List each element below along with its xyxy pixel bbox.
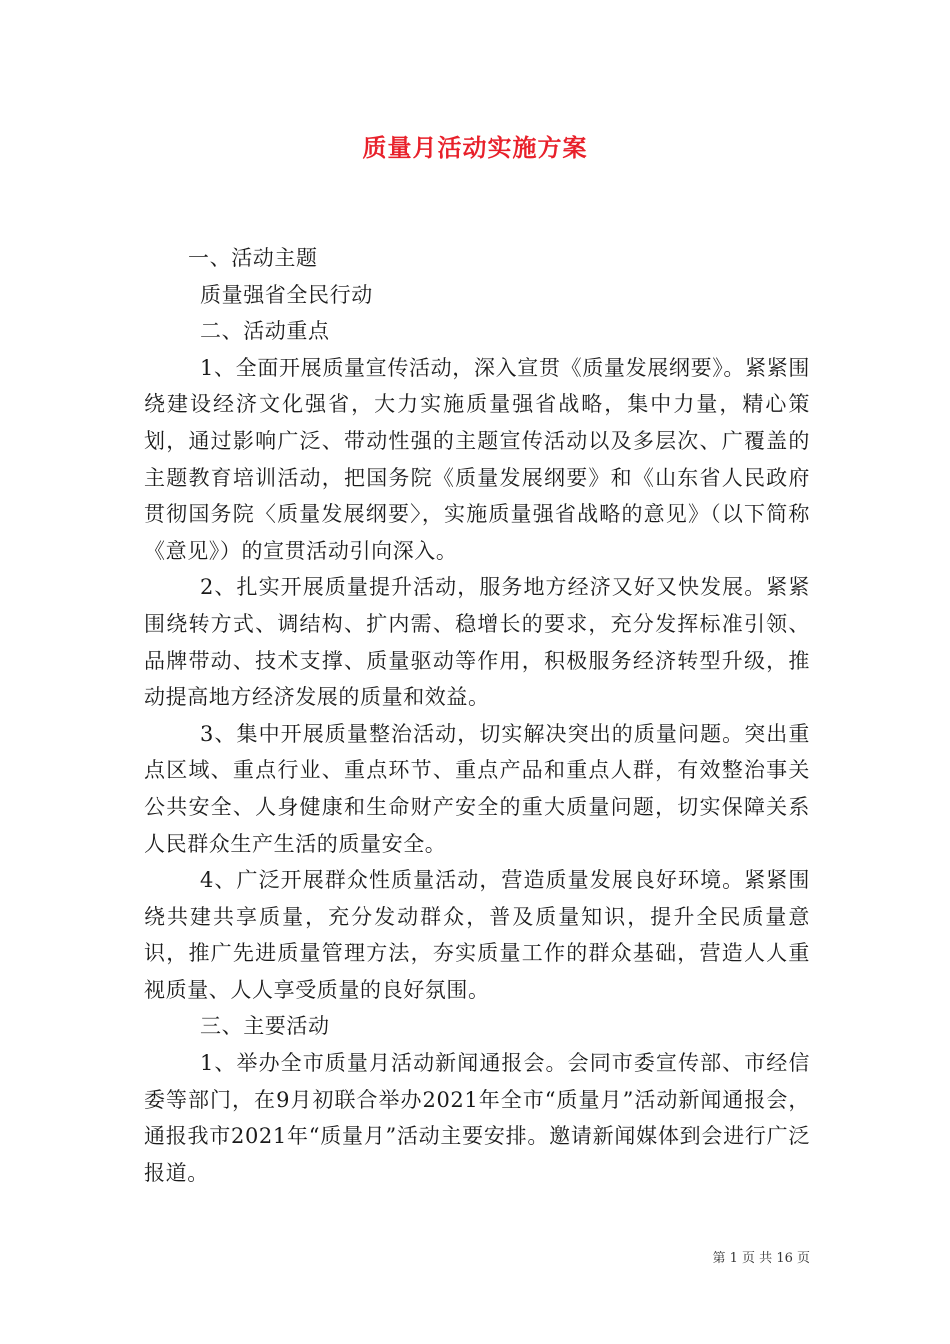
paragraph: 1、举办全市质量月活动新闻通报会。会同市委宣传部、市经信委等部门，在9月初联合举办2021年全市“质量月”活动新闻通报会，通报我市2021年“质量月”活动主要安排。邀请新闻媒体到会进行广泛报道。	[144, 1051, 810, 1185]
section-theme-text: 质量强省全民行动	[200, 282, 373, 307]
paragraph: 4、广泛开展群众性质量活动，营造质量发展良好环境。紧紧围绕共建共享质量，充分发动群众，普及质量知识，提升全民质量意识，推广先进质量管理方法，夯实质量工作的群众基础，营造人人重视质量、人人享受质量的良好氛围。	[144, 868, 810, 1002]
page-indicator: 第 1 页 共 16 页	[712, 1251, 810, 1266]
document-title: 质量月活动实施方案	[362, 133, 588, 162]
section-heading-theme: 一、活动主题	[188, 246, 318, 270]
document-body	[144, 240, 810, 1191]
section-heading-focus: 二、活动重点	[200, 319, 330, 344]
paragraph: 3、集中开展质量整治活动，切实解决突出的质量问题。突出重点区域、重点行业、重点环节、重点产品和重点人群，有效整治事关公共安全、人身健康和生命财产安全的重大质量问题，切实保障关系人民群众生产生活的质量安全。	[144, 721, 810, 856]
paragraph: 1、全面开展质量宣传活动，深入宣贯《质量发展纲要》。紧紧围绕建设经济文化强省，大力实施质量强省战略，集中力量，精心策划，通过影响广泛、带动性强的主题宣传活动以及多层次、广覆盖的主题教育培训活动，把国务院《质量发展纲要》和《山东省人民政府贯彻国务院〈质量发展纲要〉，实施质量强省战略的意见》（以下简称《意见》）的宣贯活动引向深入。	[144, 355, 810, 563]
paragraph: 2、扎实开展质量提升活动，服务地方经济又好又快发展。紧紧围绕转方式、调结构、扩内需、稳增长的要求，充分发挥标准引领、品牌带动、技术支撑、质量驱动等作用，积极服务经济转型升级，推动提高地方经济发展的质量和效益。	[144, 575, 810, 710]
section-heading-activities: 三、主要活动	[200, 1014, 330, 1039]
